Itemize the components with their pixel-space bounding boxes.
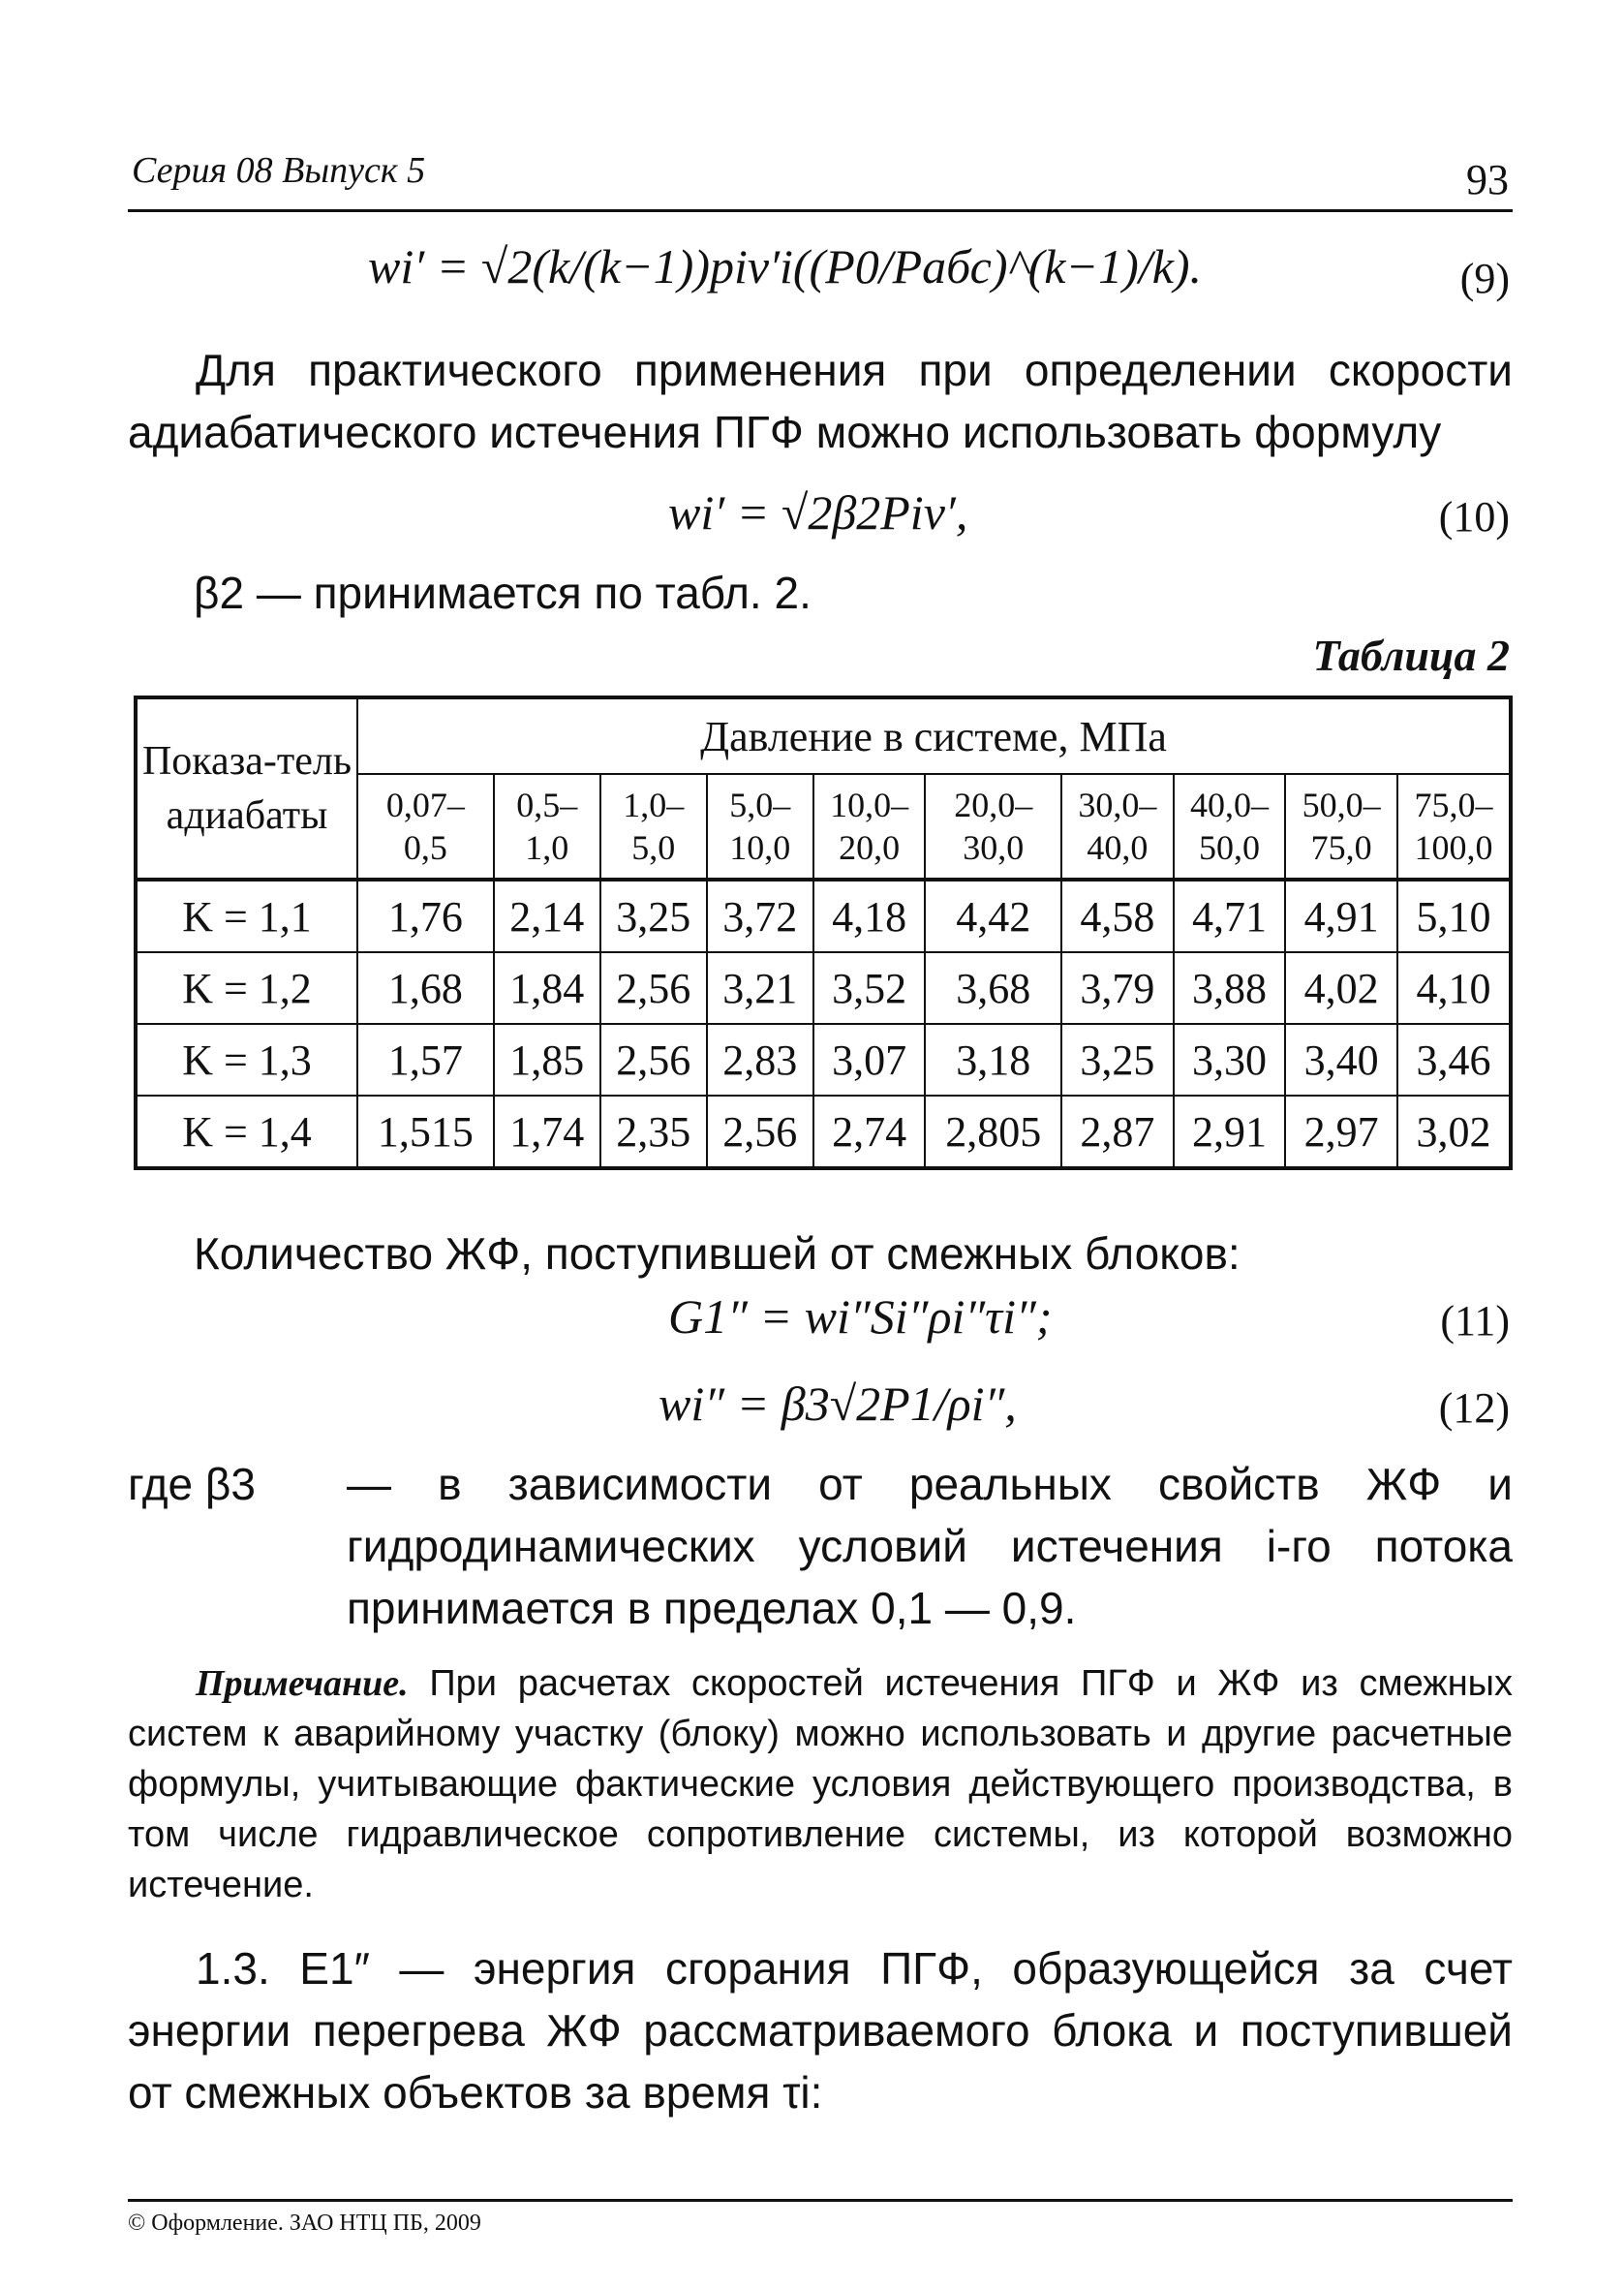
where-text: — в зависимости от реальных свойств ЖФ и гидродинамических условий истечения i-го потока принимается в пределах 0,1 — 0,9. xyxy=(347,1459,1513,1633)
row-label: K = 1,3 xyxy=(136,1024,357,1096)
page-header xyxy=(128,145,1513,212)
where-label: где β3 xyxy=(128,1459,256,1509)
table-cell: 4,42 xyxy=(925,880,1061,952)
paragraph-practical-use-text: Для практического применения при определении скорости адиабатического истечения ПГФ можно использовать формулу xyxy=(128,345,1513,457)
table-cell: 3,52 xyxy=(813,952,926,1024)
formula-12 xyxy=(659,1376,1017,1432)
range-header: 10,0– 20,0 xyxy=(813,774,926,880)
range-header: 0,5– 1,0 xyxy=(494,774,600,880)
paragraph-liquid-phase: Количество ЖФ, поступившей от смежных блоков: xyxy=(194,1228,1241,1279)
table-cell: 1,84 xyxy=(494,952,600,1024)
formula-9-text: wi′ = √2(k/(k−1))piv′i((P0/Pабс)^(k−1)/k). xyxy=(368,239,1203,294)
table-cell: 4,71 xyxy=(1174,880,1286,952)
equation-number-12: (12) xyxy=(1438,1384,1510,1432)
table-cell: 2,14 xyxy=(494,880,600,952)
table-cell: 1,515 xyxy=(357,1096,494,1168)
range-header: 5,0– 10,0 xyxy=(707,774,813,880)
formula-12-text: wi″ = β3√2P1/ρi″, xyxy=(659,1376,1017,1431)
table-cell: 3,07 xyxy=(813,1024,926,1096)
table-cell: 3,30 xyxy=(1174,1024,1286,1096)
table-cell: 2,805 xyxy=(925,1096,1061,1168)
range-header: 1,0– 5,0 xyxy=(600,774,707,880)
row-label: K = 1,2 xyxy=(136,952,357,1024)
formula-11 xyxy=(668,1288,1052,1345)
series-title: Серия 08 Выпуск 5 xyxy=(132,150,426,191)
table-cell: 3,25 xyxy=(600,880,707,952)
row-label: K = 1,1 xyxy=(136,880,357,952)
paragraph-practical-use xyxy=(128,339,1513,463)
range-header: 40,0– 50,0 xyxy=(1174,774,1286,880)
formula-10 xyxy=(668,484,967,541)
footer-divider xyxy=(128,2199,1513,2202)
table-cell: 2,56 xyxy=(707,1096,813,1168)
table-cell: 3,72 xyxy=(707,880,813,952)
table-cell: 2,97 xyxy=(1285,1096,1397,1168)
table-cell: 3,18 xyxy=(925,1024,1061,1096)
beta2-line: β2 — принимается по табл. 2. xyxy=(194,568,812,618)
row-label: K = 1,4 xyxy=(136,1096,357,1168)
table-cell: 3,40 xyxy=(1285,1024,1397,1096)
table-cell: 3,79 xyxy=(1061,952,1174,1024)
coefficient-table xyxy=(134,696,1513,1170)
paragraph-section-1-3-text: 1.3. E1″ — энергия сгорания ПГФ, образующейся за счет энергии перегрева ЖФ рассматриваемого блока и поступившей от смежных объектов за время τi: xyxy=(128,1943,1513,2118)
equation-number-9: (9) xyxy=(1459,255,1510,302)
equation-number-11: (11) xyxy=(1440,1297,1510,1345)
table-cell: 1,76 xyxy=(357,880,494,952)
table-row xyxy=(136,880,1511,952)
table-cell: 2,91 xyxy=(1174,1096,1286,1168)
range-header: 50,0– 75,0 xyxy=(1285,774,1397,880)
table-cell: 1,57 xyxy=(357,1024,494,1096)
table-cell: 2,56 xyxy=(600,1024,707,1096)
table-cell: 2,56 xyxy=(600,952,707,1024)
table-top-header: Давление в системе, МПа xyxy=(357,697,1511,774)
table-cell: 3,02 xyxy=(1397,1096,1511,1168)
page-number: 93 xyxy=(1466,156,1509,203)
table-cell: 5,10 xyxy=(1397,880,1511,952)
table-cell: 3,21 xyxy=(707,952,813,1024)
note-label: Примечание. xyxy=(196,1663,409,1704)
table-cell: 3,25 xyxy=(1061,1024,1174,1096)
table-cell: 1,85 xyxy=(494,1024,600,1096)
formula-9 xyxy=(368,238,1202,294)
table-cell: 4,02 xyxy=(1285,952,1397,1024)
table-left-header: Показа-тель адиабаты xyxy=(136,697,357,880)
paragraph-section-1-3 xyxy=(128,1937,1513,2123)
table-cell: 4,10 xyxy=(1397,952,1511,1024)
table-cell: 3,46 xyxy=(1397,1024,1511,1096)
note-block xyxy=(128,1658,1513,1910)
table-row xyxy=(136,1096,1511,1168)
note-text: При расчетах скоростей истечения ПГФ и ЖФ из смежных систем к аварийному участку (блоку) можно использовать и другие расчетные формулы, учитывающие фактические условия действующего производства, в том числе гидравлическое сопротивление системы, из которой возможно истечение. xyxy=(128,1663,1513,1905)
table-caption: Таблица 2 xyxy=(1312,631,1510,680)
table-row xyxy=(136,1024,1511,1096)
table-cell: 4,91 xyxy=(1285,880,1397,952)
table-cell: 2,74 xyxy=(813,1096,926,1168)
table-cell: 1,68 xyxy=(357,952,494,1024)
range-header: 30,0– 40,0 xyxy=(1061,774,1174,880)
table-cell: 1,74 xyxy=(494,1096,600,1168)
table-cell: 3,68 xyxy=(925,952,1061,1024)
table-row xyxy=(136,952,1511,1024)
table-cell: 2,87 xyxy=(1061,1096,1174,1168)
table-cell: 2,83 xyxy=(707,1024,813,1096)
range-header: 0,07– 0,5 xyxy=(357,774,494,880)
range-header: 75,0– 100,0 xyxy=(1397,774,1511,880)
formula-11-text: G1″ = wi″Si″ρi″τi″; xyxy=(668,1289,1053,1344)
table-cell: 3,88 xyxy=(1174,952,1286,1024)
footer-copyright: © Оформление. ЗАО НТЦ ПБ, 2009 xyxy=(128,2211,481,2236)
formula-10-text: wi′ = √2β2Piv′, xyxy=(668,485,968,540)
table-cell: 4,58 xyxy=(1061,880,1174,952)
equation-number-10: (10) xyxy=(1438,493,1510,541)
range-header: 20,0– 30,0 xyxy=(925,774,1061,880)
table-cell: 2,35 xyxy=(600,1096,707,1168)
table-cell: 4,18 xyxy=(813,880,926,952)
